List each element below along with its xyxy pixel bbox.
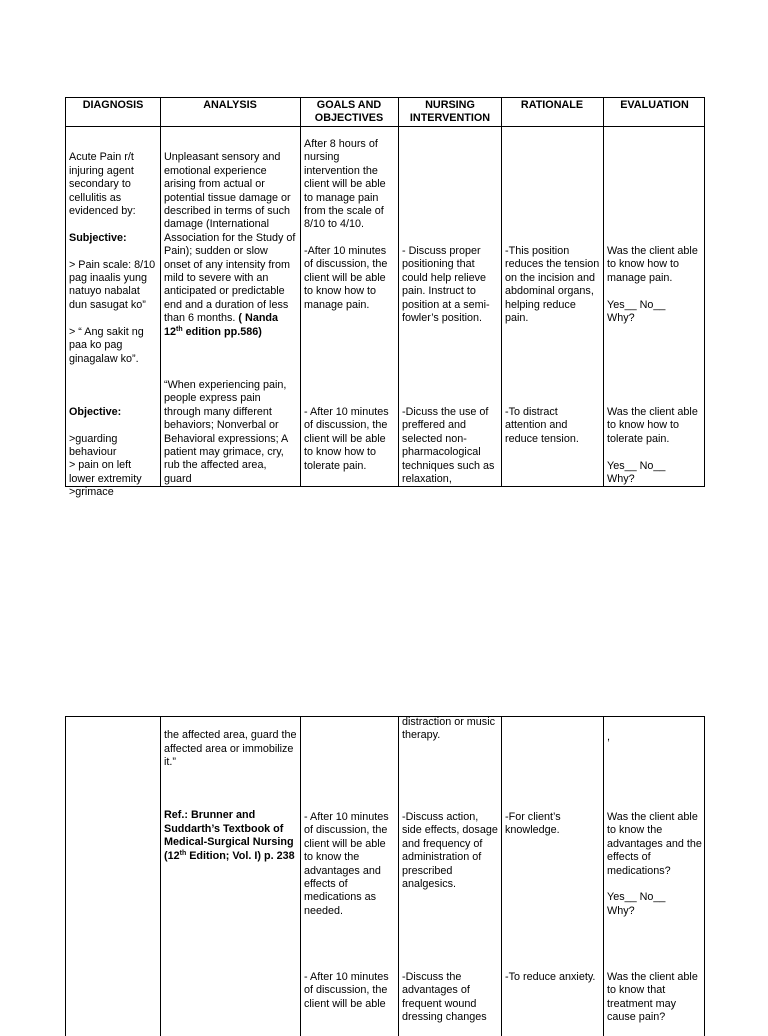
evaluation-4: Was the client able to know that treatment may cause pain?: [607, 971, 698, 1024]
goal-1: After 8 hours of nursing intervention the client will be able to manage pain from the scale of 8/10 to 4/10.: [304, 138, 386, 231]
header-evaluation: EVALUATION: [620, 99, 689, 111]
evaluation-stray-mark: ,: [607, 731, 610, 743]
analysis-continuation-cell: [161, 716, 300, 876]
intervention-1: - Discuss proper positioning that could help relieve pain. Instruct to position at a semi-fowler’s position.: [402, 245, 490, 325]
rationale-2: -To distract attention and reduce tension.: [505, 406, 579, 445]
rationale-1: -This position reduces the tension on the incision and abdominal organs, helping reduce pain.: [505, 245, 600, 325]
subjective-text: > Pain scale: 8/10 pag inaalis yung natuyo nabalat dun sasugat ko” > “ Ang sakit ng paa ko pag ginagalaw ko”.: [69, 258, 156, 365]
goal-2: -After 10 minutes of discussion, the client will be able to know how to manage pain.: [304, 245, 388, 311]
objective-label: Objective:: [69, 405, 122, 418]
intervention-4: -Discuss the advantages of frequent wound dressing changes: [402, 971, 487, 1024]
header-rationale: RATIONALE: [520, 99, 584, 111]
header-analysis: ANALYSIS: [203, 99, 257, 111]
goal-5: - After 10 minutes of discussion, the client will be able: [304, 971, 389, 1010]
rationale-4: -To reduce anxiety.: [505, 971, 596, 983]
analysis-text: Unpleasant sensory and emotional experience arising from actual or potential tissue damage or described in terms of such damage (International Association for the Study of Pain); sudden or slow onset of any intensity from mild to severe with an anticipated or predictable end and a duration of less than 6 months.: [164, 151, 296, 325]
intervention-3: -Discuss action, side effects, dosage and frequency of administration of prescribed analgesics.: [402, 811, 498, 891]
analysis-continued-text: the affected area, guard the affected area or immobilize it.”: [164, 729, 297, 769]
evaluation-3: Was the client able to know the advantages and the effects of medications? Yes__ No__ Why?: [607, 811, 702, 917]
header-diagnosis: DIAGNOSIS: [82, 99, 144, 111]
analysis-behavior-text: “When experiencing pain, people express pain through many different behaviors; Nonverbal or Behavioral expressions; A patient may grimace, cry, rub the affected area, guard: [164, 378, 288, 485]
goal-4: - After 10 minutes of discussion, the client will be able to know the advantages and effects of medications as needed.: [304, 811, 389, 917]
care-plan-table-page-1: [65, 97, 705, 499]
brunner-reference: Ref.: Brunner and Suddarth’s Textbook of Medical-Surgical Nursing (12th Edition; Vol. I) p. 238: [164, 809, 295, 862]
intervention-2-continued: distraction or music therapy.: [402, 716, 496, 742]
analysis-cell: [161, 138, 300, 500]
evaluation-1: Was the client able to know how to manage pain. Yes__ No__ Why?: [607, 245, 698, 325]
care-plan-table-page-2: [65, 716, 705, 1036]
objective-text: >guarding behaviour > pain on left lower extremity >grimace: [69, 432, 142, 499]
analysis-paragraph: [164, 151, 297, 339]
goal-3: - After 10 minutes of discussion, the client will be able to know how to tolerate pain.: [304, 406, 389, 472]
rationale-3: -For client’s knowledge.: [505, 811, 561, 837]
diagnosis-cell: [66, 138, 160, 513]
header-intervention: NURSING INTERVENTION: [409, 99, 491, 124]
header-goals: GOALS AND OBJECTIVES: [314, 99, 384, 124]
evaluation-2: Was the client able to know how to tolerate pain. Yes__ No__ Why?: [607, 406, 698, 486]
diagnosis-intro: Acute Pain r/t injuring agent secondary to cellulitis as evidenced by:: [69, 151, 136, 218]
intervention-2: -Dicuss the use of preffered and selected non-pharmacological techniques such as relaxation,: [402, 406, 495, 486]
nanda-reference: ( Nanda 12th edition pp.586): [164, 312, 279, 338]
subjective-label: Subjective:: [69, 231, 127, 244]
